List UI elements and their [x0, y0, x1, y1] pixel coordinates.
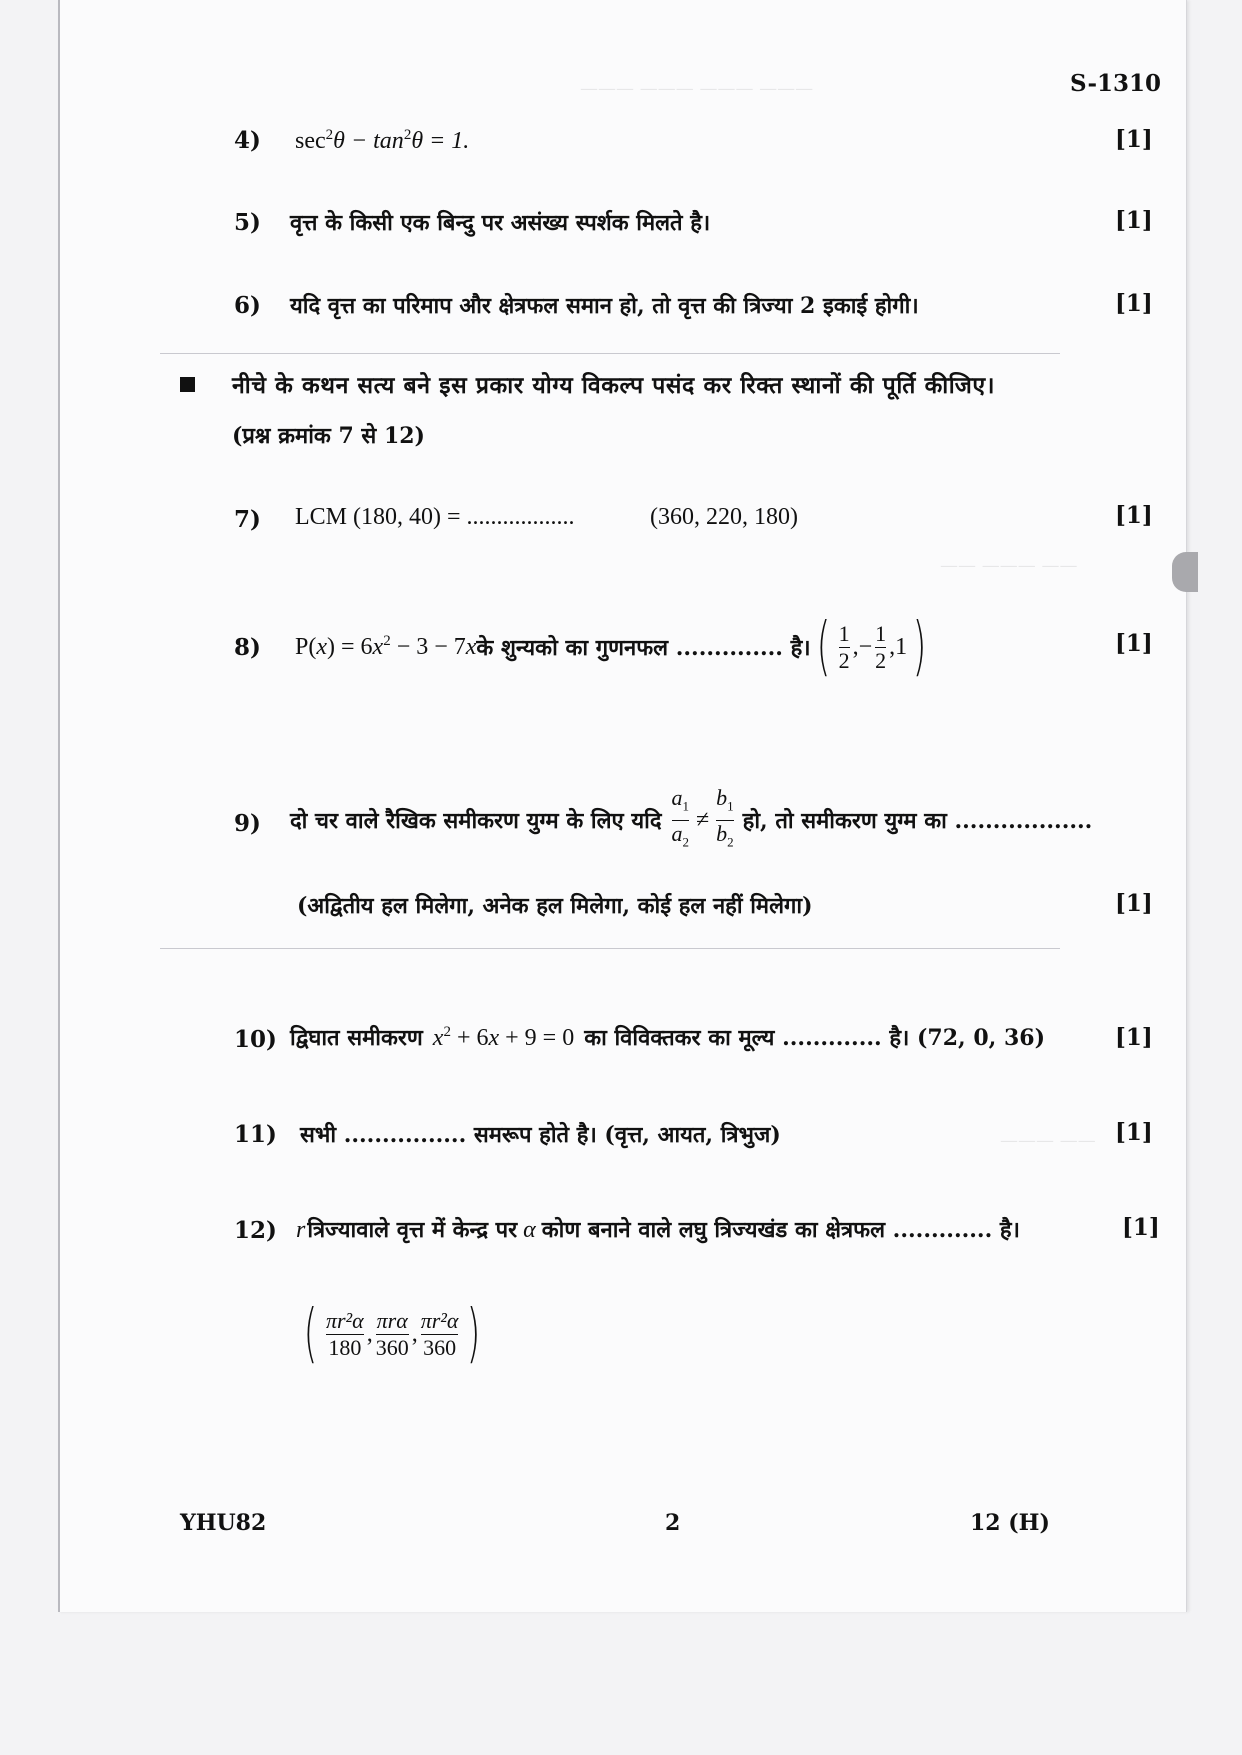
- fraction-a: $\frac{a_1}{a_2}$: [671, 785, 689, 849]
- question-number: 6): [234, 292, 261, 319]
- question-number: 10): [234, 1026, 277, 1053]
- marks: [1]: [1115, 890, 1153, 917]
- question-7-text: LCM (180, 40) = ..................: [295, 504, 575, 530]
- marks: [1]: [1115, 126, 1153, 153]
- question-10-text: द्विघात समीकरण $x^2 + 6x + 9 = 0$ का विविक्तकर का मूल्य ............. है। (72, 0, 36): [290, 1024, 1046, 1051]
- paper-code: S-1310: [1070, 70, 1162, 97]
- section-instruction: नीचे के कथन सत्य बने इस प्रकार योग्य विकल्प पसंद कर रिक्त स्थानों की पूर्ति कीजिए।: [232, 372, 996, 399]
- divider: [160, 948, 1060, 949]
- question-9-options: (अद्वितीय हल मिलेगा, अनेक हल मिलेगा, कोई हल नहीं मिलेगा): [297, 893, 813, 919]
- section-range: (प्रश्न क्रमांक 7 से 12): [232, 423, 425, 449]
- option-fraction: $\frac{\text{πr²α}}{360}$: [420, 1307, 459, 1360]
- bleed-through-text: —— ——— ——: [940, 555, 1078, 576]
- question-5-text: वृत्त के किसी एक बिन्दु पर असंख्य स्पर्शक मिलते है।: [290, 210, 711, 236]
- paren-left: (: [816, 610, 831, 684]
- marks: [1]: [1115, 502, 1153, 529]
- option-fraction: $\frac{1}{2}$: [838, 620, 850, 673]
- bleed-through-text: ——— ——— ——— ———: [580, 78, 814, 99]
- option-fraction: $\frac{1}{2}$: [875, 620, 887, 673]
- divider: [160, 353, 1060, 354]
- marks: [1]: [1115, 207, 1153, 234]
- question-number: 12): [234, 1217, 277, 1244]
- question-number: 5): [234, 209, 261, 236]
- question-number: 9): [234, 810, 261, 837]
- question-7-options: (360, 220, 180): [650, 504, 798, 530]
- page-number: 2: [665, 1510, 681, 1536]
- footer-code: YHU82: [180, 1510, 267, 1536]
- question-8-text: $P(x) = 6x^2 - 3 - 7x$ के शुन्यको का गुणनफल .............. है। ( $\frac{1}{2}$ , − $\frac{1}{2}$ , 1 ): [295, 610, 927, 684]
- question-number: 8): [234, 634, 261, 661]
- footer-set: 12 (H): [970, 1510, 1050, 1536]
- question-11-text: सभी ................ समरूप होते है। (वृत्त, आयत, त्रिभुज): [300, 1122, 781, 1148]
- paren-right: ): [467, 1297, 481, 1371]
- question-number: 11): [234, 1121, 277, 1148]
- marks: [1]: [1115, 1024, 1153, 1051]
- bullet-icon: [180, 377, 195, 392]
- option-fraction: $\frac{\text{πrα}}{360}$: [375, 1307, 409, 1360]
- question-number: 7): [234, 506, 261, 533]
- question-12-options: ( $\frac{\text{πr²α}}{180}$ , $\frac{\text{πrα}}{360}$ , $\frac{\text{πr²α}}{360}$ ): [303, 1297, 481, 1371]
- question-9-text: दो चर वाले रैखिक समीकरण युग्म के लिए यदि $\frac{a_1}{a_2}$ ≠ $\frac{b_1}{b_2}$ हो, तो समीकरण युग्म का ..................: [290, 782, 1092, 858]
- fraction-b: $\frac{b_1}{b_2}$: [716, 785, 734, 849]
- marks: [1]: [1122, 1214, 1160, 1241]
- option-fraction: $\frac{\text{πr²α}}{180}$: [325, 1307, 364, 1360]
- paren-left: (: [303, 1297, 318, 1371]
- exam-page: [58, 0, 1187, 1612]
- question-12-text: r त्रिज्यावाले वृत्त में केन्द्र पर α कोण बनाने वाले लघु त्रिज्यखंड का क्षेत्रफल ............. है।: [296, 1217, 1020, 1243]
- question-number: 4): [234, 127, 261, 154]
- marks: [1]: [1115, 630, 1153, 657]
- bleed-through-text: ——— ——: [1000, 1130, 1096, 1151]
- question-6-text: यदि वृत्त का परिमाप और क्षेत्रफल समान हो, तो वृत्त की त्रिज्या 2 इकाई होगी।: [290, 293, 919, 319]
- marks: [1]: [1115, 1119, 1153, 1146]
- paren-right: ): [912, 610, 927, 684]
- page-edge-tab: [1172, 552, 1198, 592]
- marks: [1]: [1115, 290, 1153, 317]
- question-4-text: $\sec^2\theta - \tan^2\theta = 1$.: [295, 127, 470, 154]
